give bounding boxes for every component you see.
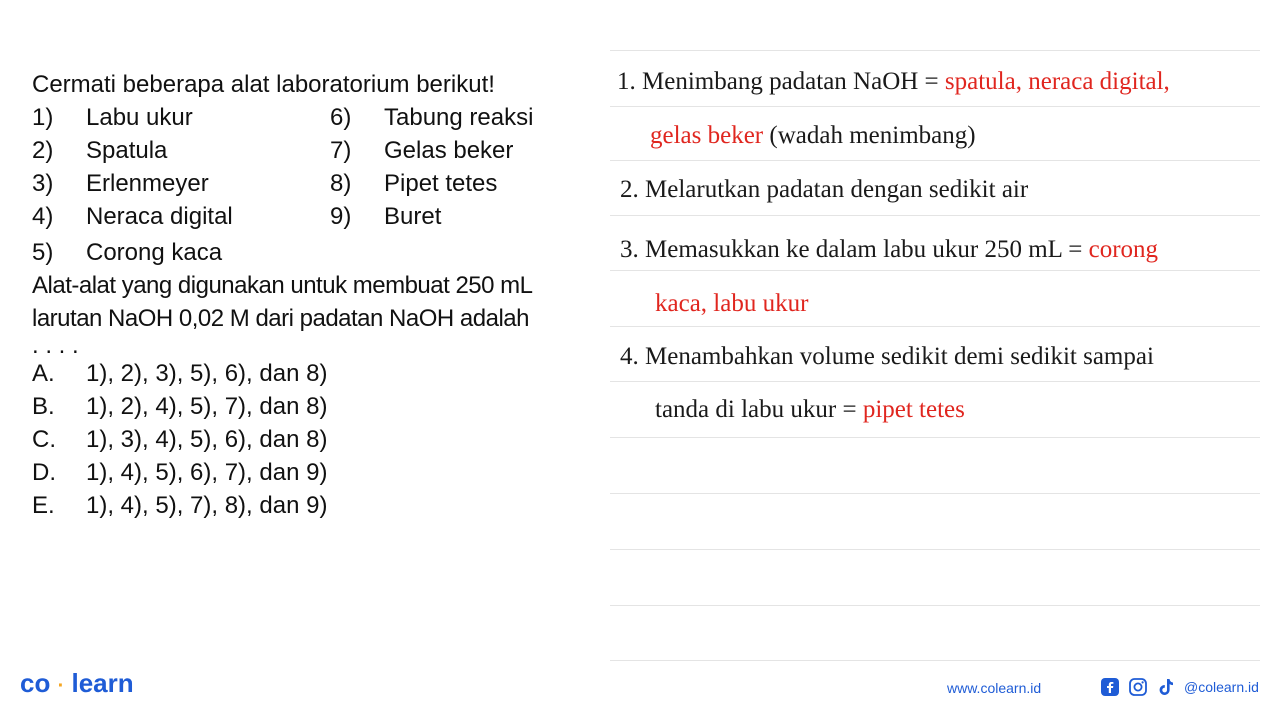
option-a[interactable]: A. 1), 2), 3), 5), 6), dan 8) — [32, 360, 328, 387]
option-e[interactable]: E. 1), 4), 5), 7), 8), dan 9) — [32, 492, 328, 519]
social-handle[interactable]: @colearn.id — [1184, 679, 1259, 695]
facebook-icon[interactable] — [1100, 677, 1120, 697]
ruled-line — [610, 493, 1260, 494]
question-intro: Cermati beberapa alat laboratorium berikut! — [32, 71, 495, 98]
option-d[interactable]: D. 1), 4), 5), 6), 7), dan 9) — [32, 459, 328, 486]
tool-list — [32, 101, 617, 269]
colearn-logo: co · learn — [20, 668, 134, 698]
tool-item: 3) Erlenmeyer — [32, 170, 209, 197]
tool-item: 4) Neraca digital — [32, 203, 233, 230]
ruled-line — [610, 660, 1260, 661]
tool-item: 6) Tabung reaksi — [330, 104, 534, 131]
ruled-line — [610, 437, 1260, 438]
instagram-icon[interactable] — [1128, 677, 1148, 697]
question-stem-line1: Alat-alat yang digunakan untuk membuat 250 mL — [32, 272, 533, 299]
answer-step-1-line2: gelas beker (wadah menimbang) — [650, 122, 976, 149]
ruled-line — [610, 50, 1260, 51]
ruled-line — [610, 160, 1260, 161]
tool-item: 5) Corong kaca — [32, 239, 223, 266]
answer-step-3-line2: kaca, labu ukur — [655, 290, 809, 317]
question-block — [32, 68, 617, 522]
answer-step-3-line1: 3. Memasukkan ke dalam labu ukur 250 mL = corong — [620, 236, 1159, 263]
tool-item: 7) Gelas beker — [330, 137, 514, 164]
tool-item: 2) Spatula — [32, 137, 168, 164]
question-stem-line2: larutan NaOH 0,02 M dari padatan NaOH adalah — [32, 305, 529, 332]
ruled-line — [610, 605, 1260, 606]
ruled-line — [610, 326, 1260, 327]
answer-step-2: 2. Melarutkan padatan dengan sedikit air — [620, 176, 1029, 203]
ruled-line — [610, 106, 1260, 107]
ruled-line — [610, 381, 1260, 382]
tool-item: 1) Labu ukur — [32, 104, 193, 131]
answer-step-4-line1: 4. Menambahkan volume sedikit demi sedikit sampai — [620, 343, 1154, 370]
answer-step-4-line2: tanda di labu ukur = pipet tetes — [655, 396, 965, 423]
tiktok-icon[interactable] — [1156, 677, 1176, 697]
option-c[interactable]: C. 1), 3), 4), 5), 6), dan 8) — [32, 426, 328, 453]
ruled-line — [610, 270, 1260, 271]
tool-item: 9) Buret — [330, 203, 442, 230]
tool-item: 8) Pipet tetes — [330, 170, 498, 197]
ruled-line — [610, 215, 1260, 216]
question-stem-dots: . . . . — [32, 332, 79, 359]
social-links — [1100, 677, 1259, 697]
answer-step-1-line1: 1. Menimbang padatan NaOH = spatula, neraca digital, — [617, 68, 1170, 95]
ruled-line — [610, 549, 1260, 550]
website-link[interactable]: www.colearn.id — [947, 680, 1042, 696]
option-b[interactable]: B. 1), 2), 4), 5), 7), dan 8) — [32, 393, 328, 420]
